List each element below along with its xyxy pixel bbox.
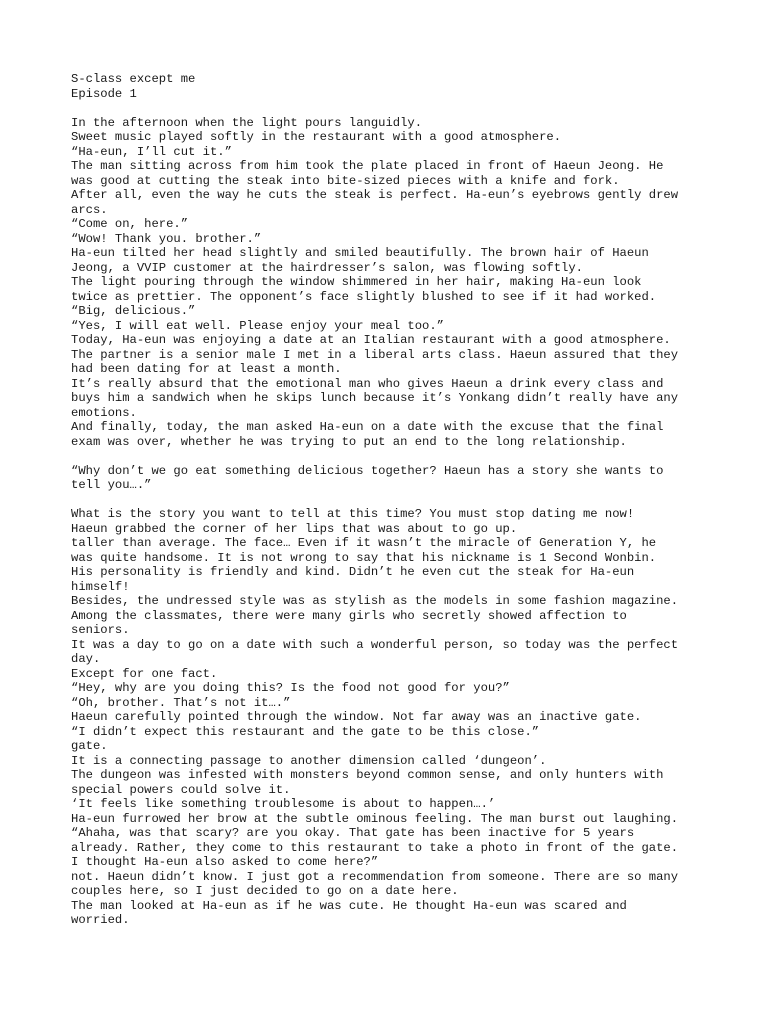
text-line: Ha-eun furrowed her brow at the subtle ominous feeling. The man burst out laughing. xyxy=(71,811,679,826)
document-page xyxy=(71,72,711,928)
text-line: After all, even the way he cuts the steak is perfect. Ha-eun’s eyebrows gently drew xyxy=(71,188,679,202)
text-line: “Oh, brother. That’s not it….” xyxy=(71,695,291,710)
text-line: already. Rather, they come to this restaurant to take a photo in front of the gate. xyxy=(71,840,679,855)
text-line: Today, Ha-eun was enjoying a date at an Italian restaurant with a good atmosphere. xyxy=(71,333,671,347)
text-line: Jeong, a VVIP customer at the hairdresser’s salon, was flowing softly. xyxy=(71,260,583,275)
text-line xyxy=(71,493,711,508)
text-line: The dungeon was infested with monsters beyond common sense, and only hunters with xyxy=(71,768,664,782)
text-line: “Yes, I will eat well. Please enjoy your meal too.” xyxy=(71,318,444,333)
text-line: The light pouring through the window shimmered in her hair, making Ha-eun look xyxy=(71,275,642,289)
text-line: Among the classmates, there were many girls who secretly showed affection to xyxy=(71,608,627,623)
text-line: Haeun carefully pointed through the window. Not far away was an inactive gate. xyxy=(71,710,642,724)
text-line: “Big, delicious.” xyxy=(71,304,196,318)
text-line: “Come on, here.” xyxy=(71,217,189,231)
text-line xyxy=(71,449,711,464)
text-line: His personality is friendly and kind. Didn’t he even cut the steak for Ha-eun xyxy=(71,565,635,579)
text-line: I thought Ha-eun also asked to come here?” xyxy=(71,855,379,869)
text-line: himself! xyxy=(71,579,130,594)
episode-label: Episode 1 xyxy=(71,86,137,101)
document-title: S-class except me xyxy=(71,72,196,86)
text-line: emotions. xyxy=(71,405,137,420)
text-line: special powers could solve it. xyxy=(71,782,291,797)
text-line: exam was over, whether he was trying to put an end to the long relationship. xyxy=(71,434,627,449)
text-line: arcs. xyxy=(71,202,108,217)
text-line: Ha-eun tilted her head slightly and smiled beautifully. The brown hair of Haeun xyxy=(71,246,649,260)
text-line: Except for one fact. xyxy=(71,666,218,681)
text-line: gate. xyxy=(71,739,108,753)
text-line: It’s really absurd that the emotional man who gives Haeun a drink every class and xyxy=(71,376,664,391)
text-line: ‘It feels like something troublesome is about to happen….’ xyxy=(71,797,496,811)
text-line: taller than average. The face… Even if it wasn’t the miracle of Generation Y, he xyxy=(71,536,657,550)
text-line: was good at cutting the steak into bite-sized pieces with a knife and fork. xyxy=(71,173,620,188)
text-line: was quite handsome. It is not wrong to say that his nickname is 1 Second Wonbin. xyxy=(71,550,657,565)
text-line xyxy=(71,101,711,116)
text-line: The partner is a senior male I met in a liberal arts class. Haeun assured that they xyxy=(71,347,679,362)
text-line: “Wow! Thank you. brother.” xyxy=(71,231,262,246)
text-line: Haeun grabbed the corner of her lips that was about to go up. xyxy=(71,521,518,536)
text-line: In the afternoon when the light pours languidly. xyxy=(71,115,423,130)
text-line: “Hey, why are you doing this? Is the food not good for you?” xyxy=(71,681,510,695)
text-line: Besides, the undressed style was as stylish as the models in some fashion magazine. xyxy=(71,594,679,608)
text-line: worried. xyxy=(71,913,130,927)
text-line: The man sitting across from him took the plate placed in front of Haeun Jeong. He xyxy=(71,159,664,173)
text-line: “Ha-eun, I’ll cut it.” xyxy=(71,144,232,159)
text-line: day. xyxy=(71,652,101,666)
text-line: Sweet music played softly in the restaurant with a good atmosphere. xyxy=(71,130,562,144)
text-line: “Why don’t we go eat something delicious together? Haeun has a story she wants to xyxy=(71,463,664,478)
text-line: The man looked at Ha-eun as if he was cute. He thought Ha-eun was scared and xyxy=(71,898,627,913)
text-line: seniors. xyxy=(71,623,130,637)
text-line: not. Haeun didn’t know. I just got a recommendation from someone. There are so many xyxy=(71,869,679,884)
text-line: What is the story you want to tell at this time? You must stop dating me now! xyxy=(71,507,635,521)
text-line: It is a connecting passage to another dimension called ‘dungeon’. xyxy=(71,753,547,768)
text-line: It was a day to go on a date with such a wonderful person, so today was the perfect xyxy=(71,637,679,652)
text-line: had been dating for at least a month. xyxy=(71,362,342,376)
text-line: twice as prettier. The opponent’s face slightly blushed to see if it had worked. xyxy=(71,289,657,304)
text-line: couples here, so I just decided to go on a date here. xyxy=(71,884,459,898)
text-line: buys him a sandwich when he skips lunch because it’s Yonkang didn’t really have any xyxy=(71,391,679,405)
text-line: And finally, today, the man asked Ha-eun on a date with the excuse that the final xyxy=(71,420,664,434)
text-line: “Ahaha, was that scary? are you okay. That gate has been inactive for 5 years xyxy=(71,826,635,840)
text-line: “I didn’t expect this restaurant and the gate to be this close.” xyxy=(71,724,540,739)
text-line: tell you….” xyxy=(71,478,152,492)
